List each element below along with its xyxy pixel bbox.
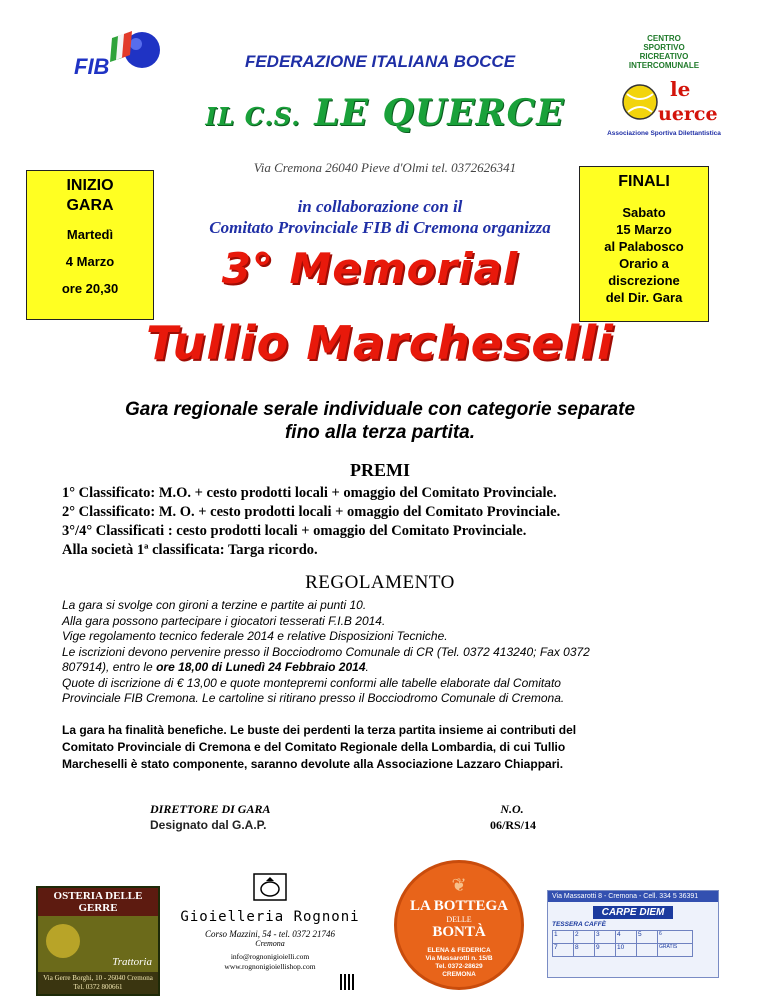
prizes-heading: PREMI bbox=[350, 460, 410, 480]
club-name: LE QUERCE bbox=[314, 92, 565, 134]
osteria-name: OSTERIA DELLE GERRE bbox=[38, 888, 158, 916]
director-value: Designato dal G.A.P. bbox=[150, 818, 267, 832]
stamp-cell: 8 bbox=[574, 944, 595, 957]
rules-deadline-bold: ore 18,00 di Lunedì 24 Febbraio 2014 bbox=[156, 660, 366, 674]
club-address: Via Cremona 26040 Pieve d'Olmi tel. 0372626341 bbox=[253, 160, 517, 175]
fib-logo bbox=[72, 28, 164, 78]
rules-line: Provinciale FIB Cremona. Le cartoline si ritirano presso il Bocciodromo Comunale di Cremona. bbox=[62, 691, 565, 705]
bottega-tel: Tel. 0372-28629 bbox=[435, 963, 483, 970]
start-day: Martedì bbox=[66, 227, 114, 242]
event-subtitle bbox=[60, 398, 700, 444]
fib-logo-text: FIB bbox=[74, 54, 110, 78]
sponsor-carpe-diem bbox=[547, 890, 719, 978]
gioielleria-website: www.rognonigioiellishop.com bbox=[224, 962, 316, 971]
collaboration-line-1: in collaborazione con il bbox=[297, 197, 463, 216]
gioielleria-address: Corso Mazzini, 54 - tel. 0372 21746 bbox=[204, 929, 335, 939]
bottega-line-2: DELLE bbox=[446, 915, 472, 924]
stamp-cell: 9 bbox=[595, 944, 616, 957]
rules-line: Quote di iscrizione di € 13,00 e quote montepremi conformi alle tabelle elaborate dal Comitato bbox=[62, 675, 561, 690]
charity-line-3: Marcheselli è stato componente, saranno devolute alla Associazione Lazzaro Chiappari. bbox=[62, 757, 564, 771]
prize-item: Alla società 1ª classificata: Targa ricordo. bbox=[62, 542, 318, 558]
event-title-line-1: 3° Memorial bbox=[221, 244, 519, 293]
rules-line: Alla gara possono partecipare i giocatori tesserati F.I.B 2014. bbox=[62, 613, 386, 628]
gioielleria-city: Cremona bbox=[255, 939, 285, 948]
authorization-number: 06/RS/14 bbox=[489, 818, 536, 832]
logo-line4: INTERCOMUNALE bbox=[628, 61, 700, 70]
carpe-top-line: Via Massarotti 8 - Cremona - Cell. 334 5 36391 bbox=[548, 891, 718, 902]
stamp-cell: 4 bbox=[616, 931, 637, 944]
logo-brand-le: le bbox=[670, 77, 691, 101]
carpe-card-label: TESSERA CAFFÈ bbox=[552, 921, 606, 928]
finals-line-3: al Palabosco bbox=[604, 239, 684, 254]
rules-deadline-line bbox=[62, 660, 692, 676]
charity-line-1: La gara ha finalità benefiche. Le buste dei perdenti la terza partita insieme ai contributi del bbox=[62, 723, 577, 737]
collaboration-text bbox=[160, 196, 600, 238]
start-info-box bbox=[26, 170, 154, 320]
finals-line-2: 15 Marzo bbox=[616, 222, 672, 237]
federation-name: FEDERAZIONE ITALIANA BOCCE bbox=[244, 52, 516, 71]
start-title-1: INIZIO bbox=[66, 177, 114, 194]
rules-heading: REGOLAMENTO bbox=[305, 572, 455, 593]
prize-item: 1° Classificato: M.O. + cesto prodotti locali + omaggio del Comitato Provinciale. bbox=[62, 485, 557, 501]
finals-line-4: Orario a bbox=[619, 256, 669, 271]
sponsor-bottega bbox=[394, 860, 524, 990]
osteria-tel: Tel. 0372 800661 bbox=[73, 983, 123, 991]
logo-subtitle: Associazione Sportiva Dilettantistica bbox=[607, 130, 721, 137]
finals-info-box bbox=[579, 166, 709, 322]
sponsor-osteria bbox=[36, 886, 160, 996]
finals-line-6: del Dir. Gara bbox=[605, 290, 683, 305]
event-title-line-2: Tullio Marcheselli bbox=[146, 316, 614, 370]
stamp-cell: 10 bbox=[616, 944, 637, 957]
bottega-city: CREMONA bbox=[442, 971, 476, 978]
osteria-address: Via Gerre Borghi, 10 - 26040 Cremona bbox=[43, 974, 153, 982]
charity-note bbox=[62, 722, 702, 773]
ring-icon bbox=[252, 872, 288, 902]
carpe-stamp-grid bbox=[552, 930, 693, 957]
stamp-cell: 7 bbox=[553, 944, 574, 957]
stamp-cell: 6 bbox=[658, 931, 693, 944]
start-time: ore 20,30 bbox=[61, 281, 119, 296]
logo-line2: SPORTIVO bbox=[643, 43, 685, 52]
club-prefix: IL C.S. bbox=[205, 102, 301, 131]
rules-text bbox=[62, 598, 692, 707]
rules-deadline-post: . bbox=[365, 660, 369, 674]
stamp-cell: 5 bbox=[637, 931, 658, 944]
finals-line-5: discrezione bbox=[608, 273, 680, 288]
osteria-picture bbox=[38, 916, 158, 972]
rules-deadline-pre: 807914), entro le bbox=[62, 660, 157, 674]
subtitle-line-2: fino alla terza partita. bbox=[284, 422, 476, 443]
prizes-list bbox=[62, 484, 722, 560]
collaboration-line-2: Comitato Provinciale FIB di Cremona organizza bbox=[209, 218, 551, 237]
stamp-cell bbox=[637, 944, 658, 957]
rules-line: La gara si svolge con gironi a terzine e partite ai punti 10. bbox=[62, 598, 367, 612]
le-querce-logo bbox=[600, 32, 728, 140]
start-title-2: GARA bbox=[66, 197, 114, 214]
bottega-address: Via Massarotti n. 15/B bbox=[425, 955, 493, 962]
start-date: 4 Marzo bbox=[65, 254, 115, 269]
osteria-tag: Trattoria bbox=[112, 956, 152, 968]
stamp-cell: GRATIS bbox=[658, 944, 693, 957]
stamp-cell: 3 bbox=[595, 931, 616, 944]
finals-line-1: Sabato bbox=[622, 205, 666, 220]
gioielleria-email: info@rognonigioielli.com bbox=[230, 952, 310, 961]
bottega-owners: ELENA & FEDERICA bbox=[427, 947, 491, 954]
bottega-line-1: LA BOTTEGA bbox=[410, 898, 508, 914]
logo-line1: CENTRO bbox=[647, 34, 681, 43]
charity-line-2: Comitato Provinciale di Cremona e del Comitato Regionale della Lombardia, di cui Tullio bbox=[62, 740, 566, 754]
gioielleria-name: Gioielleria Rognoni bbox=[180, 909, 360, 925]
sponsor-gioielleria bbox=[170, 862, 370, 1004]
stamp-cell: 1 bbox=[553, 931, 574, 944]
prize-item: 2° Classificato: M. O. + cesto prodotti locali + omaggio del Comitato Provinciale. bbox=[62, 504, 561, 520]
bottega-line-3: BONTÀ bbox=[432, 924, 486, 940]
director-label: DIRETTORE DI GARA bbox=[150, 802, 271, 816]
carpe-name: CARPE DIEM bbox=[593, 906, 673, 919]
qr-code-icon bbox=[340, 974, 356, 990]
subtitle-line-1: Gara regionale serale individuale con categorie separate bbox=[124, 399, 636, 420]
stamp-cell: 2 bbox=[574, 931, 595, 944]
rules-line: Vige regolamento tecnico federale 2014 e relative Disposizioni Tecniche. bbox=[62, 629, 448, 643]
wheat-icon: ❦ bbox=[451, 875, 467, 895]
logo-brand-querce: uerce bbox=[658, 103, 718, 125]
prize-item: 3°/4° Classificati : cesto prodotti locali + omaggio del Comitato Provinciale. bbox=[62, 523, 527, 539]
fruit-icon bbox=[46, 924, 80, 958]
club-title bbox=[170, 92, 600, 134]
finals-title: FINALI bbox=[618, 173, 670, 190]
rules-line: Le iscrizioni devono pervenire presso il Bocciodromo Comunale di CR (Tel. 0372 413240; Fax 0372 bbox=[62, 644, 590, 659]
authorization-label: N.O. bbox=[500, 802, 524, 816]
logo-line3: RICREATIVO bbox=[639, 52, 689, 61]
